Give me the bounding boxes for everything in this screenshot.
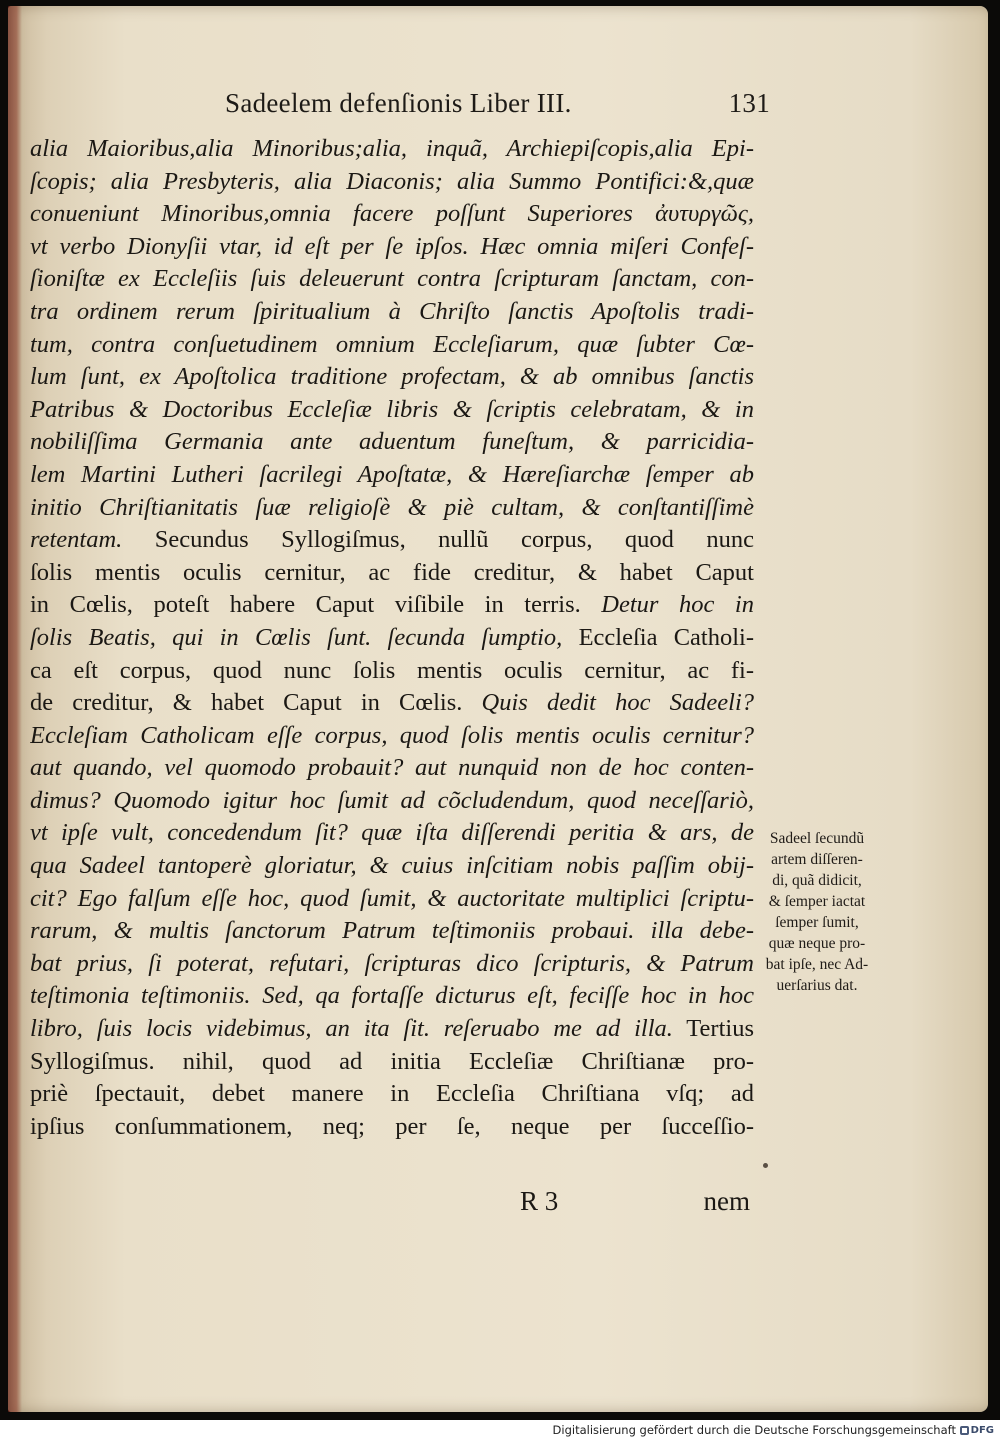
text-line-mixed [30,524,754,557]
text-line: vt verbo Dionyſii vtar, id eſt per ſe ipſos. Hæc omnia miſeri Confeſ- [30,232,754,260]
text-line-mixed [30,1013,754,1046]
page-gutter [8,6,22,1412]
text-line-mixed [30,687,754,720]
text-line-roman: ſolis mentis oculis cernitur, ac fide creditur, & habet Caput [30,558,754,586]
marginal-line: & ſemper iactat [768,893,866,910]
page-number: 131 [728,88,770,118]
marginal-line: ſemper ſumit, [775,914,859,931]
text-line: conueniunt Minoribus,omnia facere poſſunt Superiores ἀυτυργῶς, [30,200,754,228]
italic-run: retentam. [30,526,123,554]
text-line: rarum, & multis ſanctorum Patrum teſtimoniis probaui. illa debe- [30,917,754,945]
text-line: alia Maioribus,alia Minoribus;alia, inquã, Archiepiſcopis,alia Epi- [30,135,754,162]
roman-run: in Cœlis, poteſt habere Caput viſibile in terris. [30,591,602,619]
italic-run: ſolis Beatis, qui in Cœlis ſunt. ſecunda ſumptio, [30,623,563,651]
roman-run: de creditur, & habet Caput in Cœlis. [30,689,482,717]
funding-credit: Digitalisierung gefördert durch die Deutsche Forschungsgemeinschaft [552,1423,956,1437]
ink-speck [763,1163,768,1168]
text-line-mixed [30,622,754,655]
italic-run: Detur hoc in [601,591,754,619]
running-header [225,88,770,128]
page-footer [520,1186,750,1222]
text-line-roman: priè ſpectauit, debet manere in Eccleſia Chriſtiana vſq; ad [30,1080,754,1108]
marginal-line: quæ neque pro- [768,935,866,952]
text-line-roman: Syllogiſmus. nihil, quod ad initia Eccleſiæ Chriſtianæ pro- [30,1047,754,1075]
text-line: initio Chriſtianitatis ſuæ religioſè & piè cultam, & conſtantiſſimè [30,493,754,521]
text-line: nobiliſſima Germania ante aduentum funeſtum, & parricidia- [30,428,754,456]
text-line: lum ſunt, ex Apoſtolica traditione profectam, & ab omnibus ſanctis [30,363,754,391]
italic-run: libro, ſuis locis videbimus, an ita ſit. reſeruabo me ad illa. [30,1015,673,1043]
text-line: ſcopis; alia Presbyteris, alia Diaconis; alia Summo Pontifici:&,quæ [30,167,754,195]
text-line: tra ordinem rerum ſpiritualium à Chriſto ſanctis Apoſtolis tradi- [30,297,754,325]
text-line: tum, contra conſuetudinem omnium Eccleſiarum, quæ ſubter Cœ- [30,330,754,358]
funding-bar [0,1420,1000,1442]
dfg-logo [960,1423,994,1438]
dfg-logo-icon [960,1426,969,1435]
text-line-mixed [30,589,754,622]
marginal-line: Sadeel ſecundũ [769,830,865,847]
catchword: nem [703,1186,750,1216]
text-line: aut quando, vel quomodo probauit? aut nunquid non de hoc conten- [30,754,754,782]
dfg-logo-label: DFG [970,1425,994,1436]
roman-run: Eccleſia Catholi- [562,623,754,651]
text-line: cit? Ego falſum eſſe hoc, quod ſumit, & auctoritate multiplici ſcriptu- [30,884,754,912]
marginal-line: uerſarius dat. [776,977,858,994]
text-line: Eccleſiam Catholicam eſſe corpus, quod ſolis mentis oculis cernitur? [30,721,754,749]
text-line: dimus? Quomodo igitur hoc ſumit ad cõcludendum, quod neceſſariò, [30,786,754,814]
marginal-line: bat ipſe, nec Ad- [765,956,869,973]
roman-run: Secundus Syllogiſmus, nullũ corpus, quod nunc [122,526,754,554]
text-line: teſtimonia teſtimoniis. Sed, qa fortaſſe dicturus eſt, feciſſe hoc in hoc [30,982,754,1010]
roman-run: Tertius [672,1015,754,1043]
text-line: Patribus & Doctoribus Eccleſiæ libris & ſcriptis celebratam, & in [30,395,754,423]
italic-run: Quis dedit hoc Sadeeli? [481,689,754,717]
text-line: qua Sadeel tantoperè gloriatur, & cuius inſcitiam nobis paſſim obij- [30,852,754,880]
text-line: ſioniſtæ ex Eccleſiis ſuis deleuerunt contra ſcripturam ſanctam, con- [30,265,754,293]
marginal-line: artem diſſeren- [771,851,863,868]
text-line: lem Martini Lutheri ſacrilegi Apoſtatæ, & Hæreſiarchæ ſemper ab [30,460,754,488]
body-text [30,133,754,1143]
running-title: Sadeelem defenſionis Liber III. [225,88,572,118]
text-line-roman: ipſius conſummationem, neq; per ſe, neque per ſucceſſio- [30,1112,754,1140]
marginal-line: di, quã didicit, [772,872,862,889]
marginal-note [752,828,882,996]
signature-mark: R 3 [520,1186,559,1216]
text-line-roman: ca eſt corpus, quod nunc ſolis mentis oculis cernitur, ac fi- [30,656,754,684]
text-line: vt ipſe vult, concedendum ſit? quæ iſta diſſerendi peritia & ars, de [30,819,754,847]
text-line: bat prius, ſi poterat, refutari, ſcripturas dico ſcripturis, & Patrum [30,949,754,977]
